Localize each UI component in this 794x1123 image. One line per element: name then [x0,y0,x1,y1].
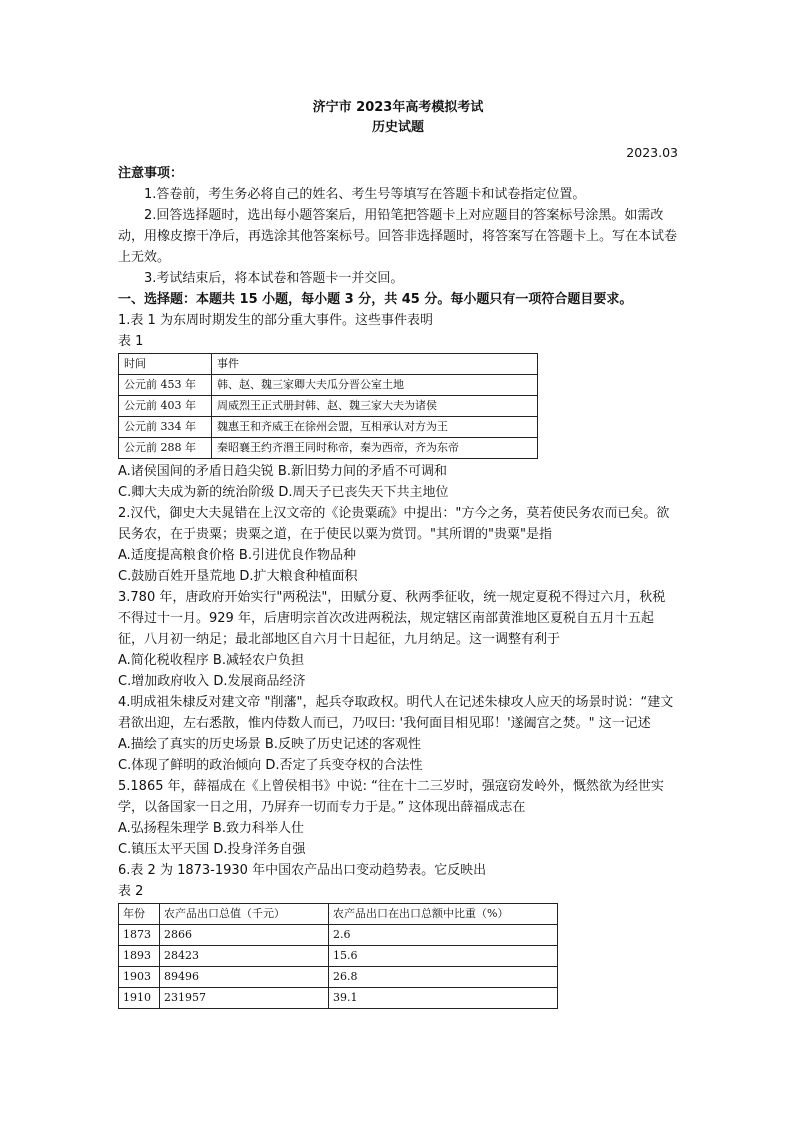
table-header-row [119,904,558,925]
table-cell: 公元前 334 年 [119,417,212,438]
table-1 [118,353,538,459]
notice-item-3: 3.考试结束后，将本试卷和答题卡一并交回。 [144,271,404,286]
question-1-stem: 1.表 1 为东周时期发生的部分重大事件。这些事件表明 [118,313,433,328]
exam-title: 济宁市 2023年高考模拟考试 [312,100,484,115]
table-header-cell: 事件 [212,354,538,375]
table-cell: 公元前 453 年 [119,375,212,396]
table-cell: 1893 [119,946,160,967]
table-cell: 公元前 403 年 [119,396,212,417]
table-cell: 2.6 [329,925,558,946]
table-cell: 89496 [160,967,329,988]
table-cell: 39.1 [329,988,558,1009]
question-3-stem: 3.780 年，唐政府开始实行"两税法"，田赋分夏、秋两季征收，统一规定夏税不得过六月，秋税不得过十一月。929 年，后唐明宗首次改进两税法，规定辖区南部黄淮地区夏税自五月十五起征，八月初一纳足；最北部地区自六月十日起征，九月纳足。这一调整有利于 [118,590,666,647]
question-6-stem: 6.表 2 为 1873-1930 年中国农产品出口变动趋势表。它反映出 [118,863,487,878]
table-header-cell: 农产品出口总值（千元） [160,904,329,925]
table-cell: 韩、赵、魏三家卿大夫瓜分晋公室土地 [212,375,538,396]
question-4-options-cd: C.体现了鲜明的政治倾向 D.否定了兵变夺权的合法性 [118,758,423,773]
table-row [119,438,538,459]
question-4-options-ab: A.描绘了真实的历史场景 B.反映了历史记述的客观性 [118,737,421,752]
table-2-label: 表 2 [118,884,144,899]
table-cell: 魏惠王和齐威王在徐州会盟，互相承认对方为王 [212,417,538,438]
question-3-options-ab: A.简化税收程序 B.减轻农户负担 [118,653,304,668]
table-row [119,417,538,438]
table-row [119,396,538,417]
question-5-options-cd: C.镇压太平天国 D.投身洋务自强 [118,842,306,857]
table-row [119,988,558,1009]
question-3-options-cd: C.增加政府收入 D.发展商品经济 [118,674,306,689]
table-header-cell: 农产品出口在出口总额中比重（%） [329,904,558,925]
table-cell: 26.8 [329,967,558,988]
table-cell: 公元前 288 年 [119,438,212,459]
question-5-stem: 5.1865 年，薛福成在《上曾侯相书》中说: “往在十二三岁时，强寇窃发岭外，慨然欲为经世实学，以备国家一日之用，乃屏弃一切而专力于是。” 这体现出薛福成志在 [118,779,664,815]
table-row [119,967,558,988]
table-row [119,925,558,946]
table-cell: 1873 [119,925,160,946]
table-cell: 1910 [119,988,160,1009]
exam-date: 2023.03 [626,145,678,160]
notice-item-1: 1.答卷前，考生务必将自己的姓名、考生号等填写在答题卡和试卷指定位置。 [144,187,586,202]
notice-item-2: 2.回答选择题时，选出每小题答案后，用铅笔把答题卡上对应题目的答案标号涂黑。如需改动，用橡皮擦干净后，再选涂其他答案标号。回答非选择题时，将答案写在答题卡上。写在本试卷上无效。 [118,208,678,265]
question-1-options-cd: C.卿大夫成为新的统治阶级 D.周天子已丧失天下共主地位 [118,485,449,500]
table-1-label: 表 1 [118,334,144,349]
question-2-stem: 2.汉代，御史大夫晁错在上汉文帝的《论贵粟疏》中提出："方今之务，莫若使民务农而已矣。欲民务农，在于贵粟；贵粟之道，在于使民以粟为赏罚。"其所谓的"贵粟"是指 [118,506,670,542]
table-cell: 秦昭襄王约齐湣王同时称帝，秦为西帝，齐为东帝 [212,438,538,459]
table-cell: 周威烈王正式册封韩、赵、魏三家大夫为诸侯 [212,396,538,417]
table-header-cell: 时间 [119,354,212,375]
section-heading: 一、选择题：本题共 15 小题，每小题 3 分，共 45 分。每小题只有一项符合题目要求。 [118,292,633,307]
question-2-options-ab: A.适度提高粮食价格 B.引进优良作物品种 [118,548,356,563]
table-cell: 2866 [160,925,329,946]
exam-page [118,98,678,1009]
table-cell: 28423 [160,946,329,967]
question-2-options-cd: C.鼓励百姓开垦荒地 D.扩大粮食种植面积 [118,569,358,584]
table-row [119,946,558,967]
table-row [119,375,538,396]
table-cell: 15.6 [329,946,558,967]
exam-subtitle: 历史试题 [371,120,424,135]
notice-heading: 注意事项： [118,166,184,181]
table-header-row [119,354,538,375]
table-cell: 231957 [160,988,329,1009]
question-4-stem: 4.明成祖朱棣反对建文帝 "削藩"，起兵夺取政权。明代人在记述朱棣攻人应天的场景时说：“建文君欲出迎，左右悉散，惟内侍数人而已，乃叹曰: '我何面目相见耶！'遂阖宫之焚。" 这一记述 [118,695,674,731]
question-5-options-ab: A.弘扬程朱理学 B.致力科举人仕 [118,821,304,836]
table-header-cell: 年份 [119,904,160,925]
table-2 [118,903,558,1009]
table-cell: 1903 [119,967,160,988]
question-1-options-ab: A.诸侯国间的矛盾日趋尖锐 B.新旧势力间的矛盾不可调和 [118,464,447,479]
